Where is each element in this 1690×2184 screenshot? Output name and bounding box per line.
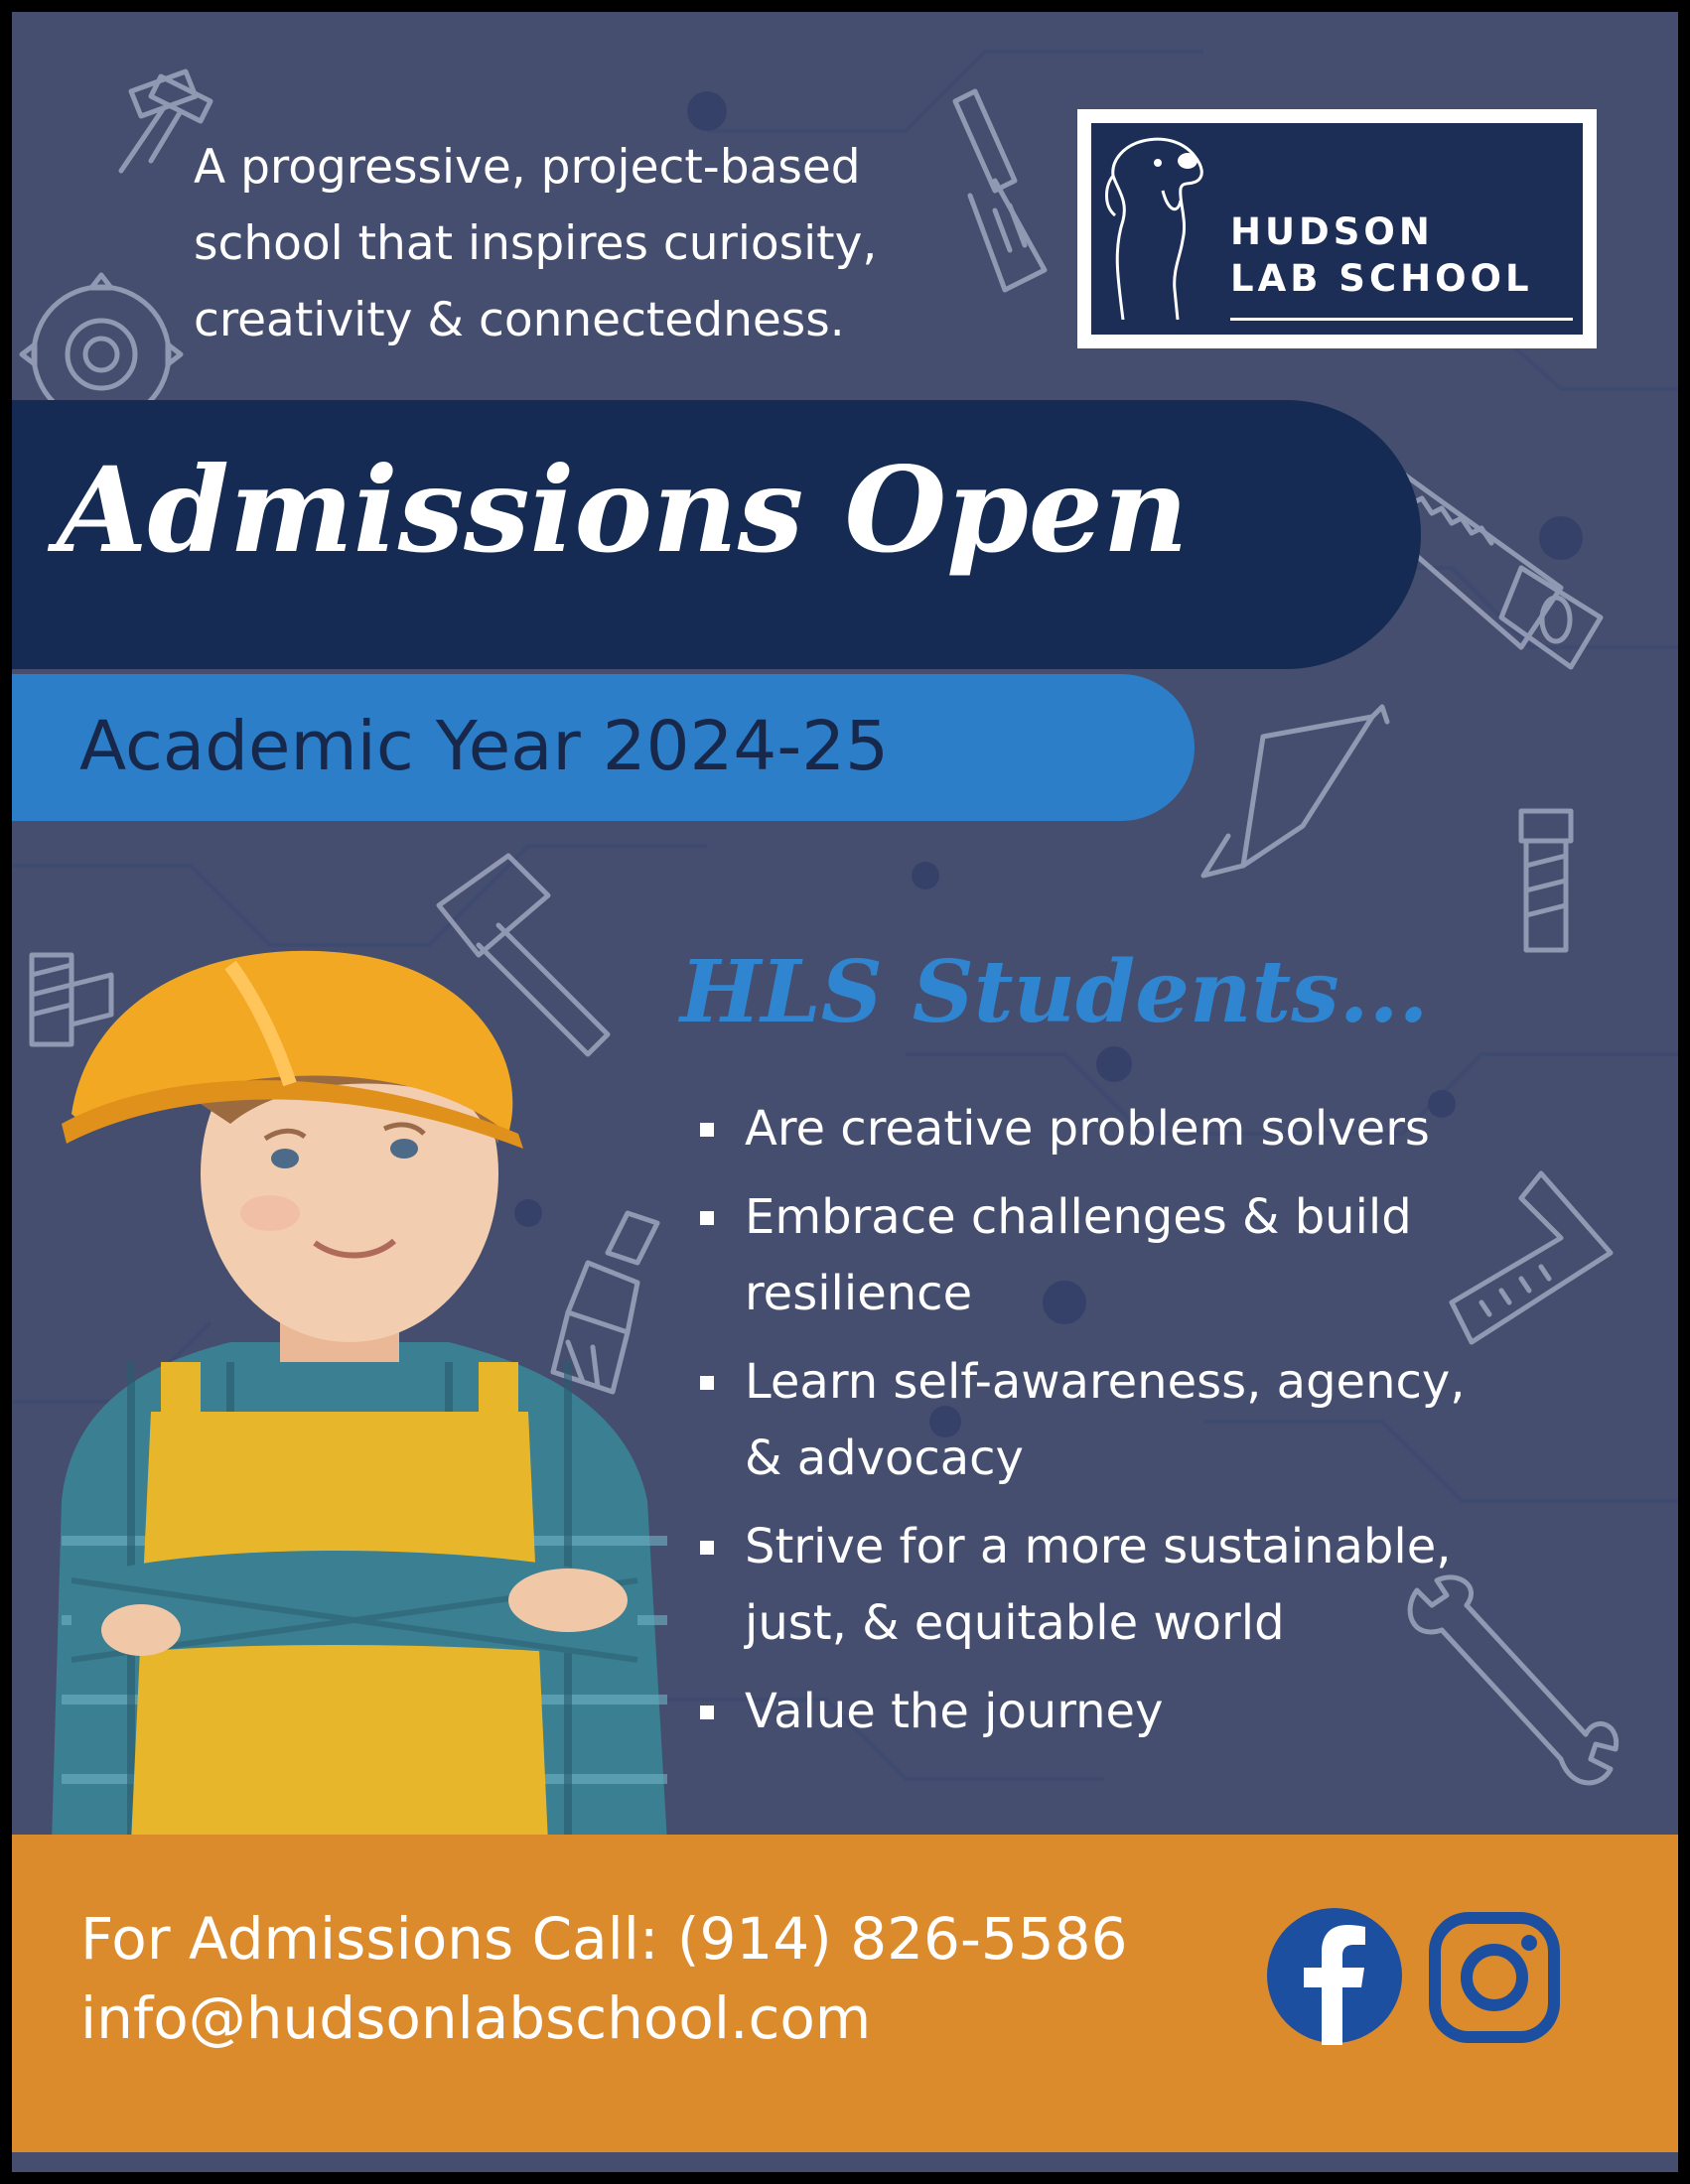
trait-text: Learn self-awareness, agency, [745, 1354, 1466, 1410]
list-item [692, 1344, 1606, 1497]
logo-panel [1091, 123, 1583, 335]
trait-text: Are creative problem solvers [745, 1101, 1430, 1157]
trait-text-continued: resilience [745, 1266, 973, 1321]
logo-text-hudson: HUDSON [1230, 210, 1434, 253]
logo-underline [1230, 318, 1573, 321]
hudson-lab-school-logo [1077, 109, 1597, 348]
trait-text: Embrace challenges & build [745, 1189, 1412, 1245]
bullet-icon [700, 1211, 714, 1225]
list-item [692, 1674, 1606, 1750]
trait-text: Value the journey [745, 1684, 1164, 1739]
school-tagline [194, 129, 948, 358]
list-item [692, 1509, 1606, 1662]
admissions-phone[interactable]: For Admissions Call: (914) 826-5586 [80, 1905, 1128, 1973]
pencil-doodle [1203, 707, 1387, 876]
tagline-line-1: A progressive, project-based [194, 140, 861, 195]
admissions-email[interactable]: info@hudsonlabschool.com [80, 1984, 872, 2052]
tagline-line-3: creativity & connectedness. [194, 293, 845, 347]
list-item [692, 1091, 1606, 1167]
bullet-icon [700, 1123, 714, 1137]
list-item [692, 1179, 1606, 1332]
bottom-strip [12, 2152, 1678, 2172]
dog-logo-icon [1103, 131, 1212, 320]
bullet-icon [700, 1706, 714, 1719]
admissions-open-headline: Admissions Open [57, 441, 1189, 579]
admissions-flyer [12, 12, 1678, 2172]
screwdriver-doodle [955, 91, 1045, 290]
tagline-line-2: school that inspires curiosity, [194, 216, 878, 271]
student-traits-list [692, 1091, 1606, 1762]
logo-text-lab-school: LAB SCHOOL [1230, 257, 1533, 300]
trait-text: Strive for a more sustainable, [745, 1519, 1452, 1574]
academic-year-text: Academic Year 2024-25 [79, 707, 890, 786]
bullet-icon [700, 1541, 714, 1555]
contact-footer [12, 1835, 1678, 2152]
trait-text-continued: just, & equitable world [745, 1595, 1285, 1651]
bolt-doodle [1521, 811, 1571, 950]
child-in-hard-hat-photo [32, 945, 667, 1843]
facebook-icon[interactable] [1265, 1906, 1404, 2045]
trait-text-continued: & advocacy [745, 1431, 1024, 1486]
bullet-icon [700, 1376, 714, 1390]
hls-students-heading: HLS Students... [680, 942, 1429, 1042]
instagram-icon[interactable] [1429, 1912, 1560, 2043]
